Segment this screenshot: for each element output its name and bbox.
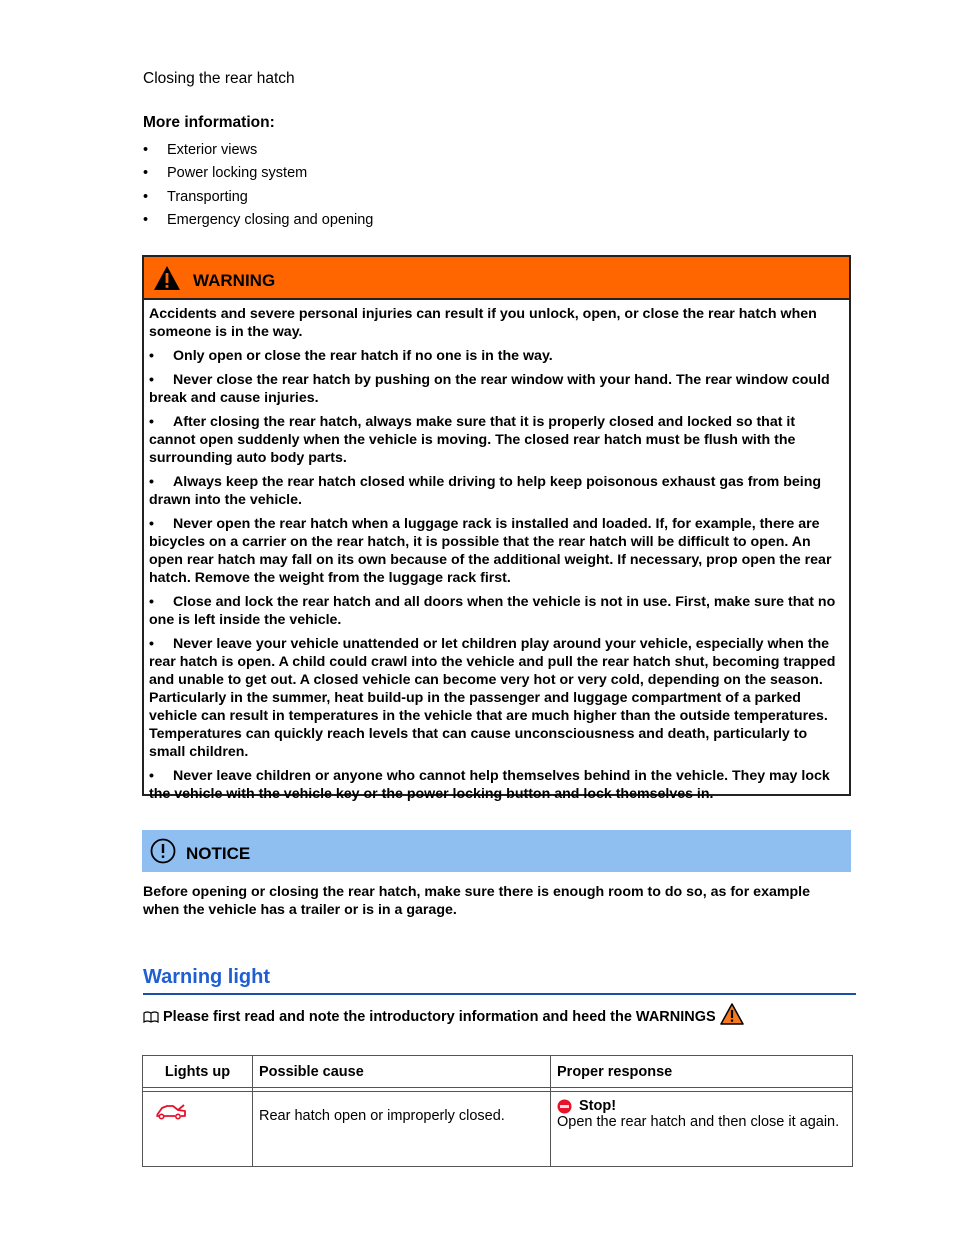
more-info-link-transporting[interactable]: • Transporting	[143, 187, 373, 210]
table-row	[143, 1092, 853, 1167]
column-header-proper-response: Proper response	[551, 1056, 853, 1088]
response-text: Open the rear hatch and then close it again.	[557, 1114, 840, 1130]
warning-title: WARNING	[193, 270, 276, 290]
warning-bullet: • Never close the rear hatch by pushing on the rear window with your hand. The rear window could break and cause injuries.	[149, 372, 830, 406]
more-info-label: More information:	[143, 114, 275, 131]
warning-bullet: • Never open the rear hatch when a luggage rack is installed and loaded. If, for example, there are bicycles on a carrier on the rear hatch, it is possible that the rear hatch will be difficult to open. An open rear hatch may fall on its own because of the additional weight. If necessary, prop open the rear hatch. Remove the weight from the luggage rack first.	[149, 516, 832, 586]
warning-bullet: • Always keep the rear hatch closed while driving to help keep poisonous exhaust gas from being drawn into the vehicle.	[149, 474, 822, 508]
column-header-lights-up: Lights up	[143, 1056, 253, 1088]
notice-title: NOTICE	[186, 844, 251, 863]
warning-header	[144, 257, 849, 300]
column-header-possible-cause: Possible cause	[253, 1056, 551, 1088]
page-title: Closing the rear hatch	[143, 70, 295, 87]
warning-bullet: • Never leave your vehicle unattended or let children play around your vehicle, especially when the rear hatch is open. A child could crawl into the vehicle and pull the rear hatch shut, becoming trapped and unable to get out. A closed vehicle can become very hot or very cold, depending on the season. Particularly in the summer, heat build-up in the passenger and luggage compartment of a parked vehicle can result in temperatures in the vehicle that are much higher than the outside temperatures. Temperatures can quickly reach levels that can cause unconsciousness and death, particularly to small children.	[149, 636, 836, 760]
stop-label: Stop!	[557, 1098, 846, 1114]
warning-bullet: • After closing the rear hatch, always make sure that it is properly closed and locked so that it cannot open suddenly when the vehicle is moving. The closed rear hatch must be flush with the surrounding auto body parts.	[149, 414, 796, 466]
warning-triangle-icon	[153, 265, 181, 291]
more-info-link-exterior-views[interactable]: • Exterior views	[143, 140, 373, 163]
book-icon[interactable]	[143, 1011, 159, 1023]
rear-hatch-open-icon	[155, 1104, 187, 1120]
warning-body	[144, 300, 849, 803]
intro-text: Please first read and note the introductory information and heed the WARNINGS	[163, 1009, 716, 1025]
warning-bullet: • Never leave children or anyone who cannot help themselves behind in the vehicle. They may lock the vehicle with the vehicle key or the power locking button and lock themselves in.	[149, 768, 830, 802]
notice-text: Before opening or closing the rear hatch, make sure there is enough room to do so, as for example when the vehicle has a trailer or is in a garage.	[143, 884, 810, 918]
possible-cause-cell: Rear hatch open or improperly closed.	[253, 1092, 551, 1167]
notice-header	[142, 830, 851, 872]
warning-triangle-icon[interactable]	[720, 1003, 744, 1025]
light-icon-cell	[143, 1092, 253, 1167]
warning-box	[142, 255, 851, 802]
warning-bullet: • Close and lock the rear hatch and all doors when the vehicle is not in use. First, make sure that no one is left inside the vehicle.	[149, 594, 836, 628]
more-info-link-power-locking[interactable]: • Power locking system	[143, 163, 373, 186]
section-heading: Warning light	[143, 966, 856, 995]
warning-intro: Accidents and severe personal injuries can result if you unlock, open, or close the rear hatch when someone is in the way.	[149, 306, 817, 340]
table-header-row	[143, 1056, 853, 1088]
warning-light-table	[142, 1055, 853, 1167]
notice-exclamation-icon	[150, 838, 176, 864]
more-info-list	[143, 140, 373, 233]
proper-response-cell	[551, 1092, 853, 1167]
more-info-link-emergency[interactable]: • Emergency closing and opening	[143, 210, 373, 233]
stop-icon	[557, 1099, 572, 1114]
intro-line	[143, 1009, 744, 1025]
warning-bullet: • Only open or close the rear hatch if no one is in the way.	[149, 348, 553, 364]
